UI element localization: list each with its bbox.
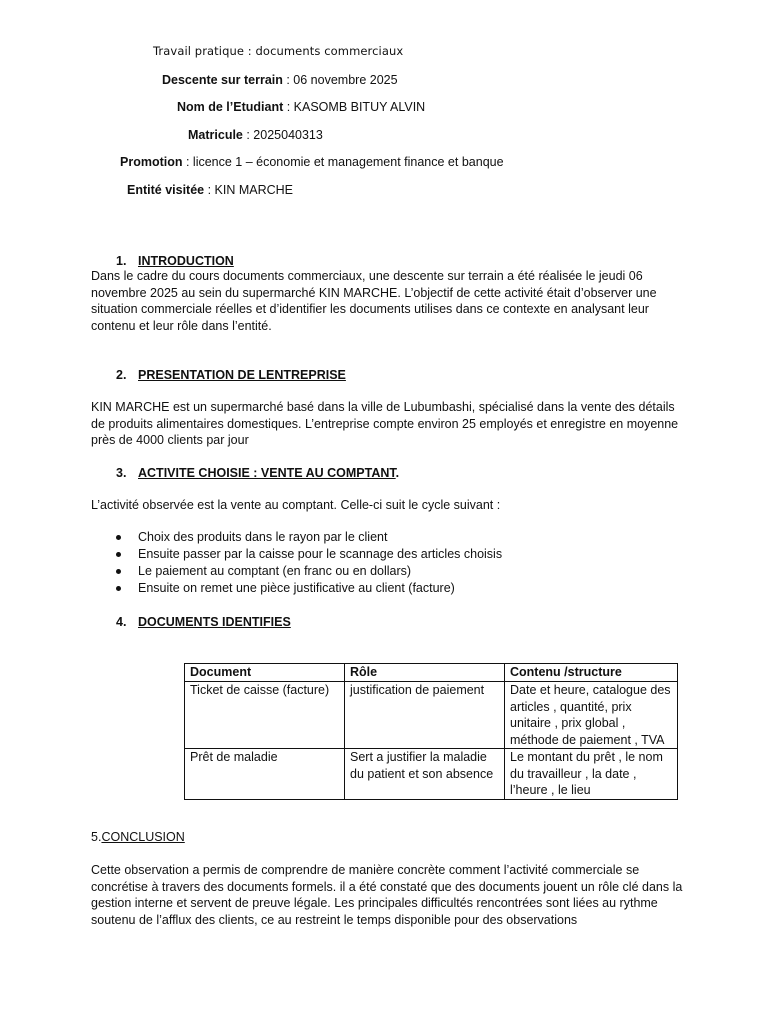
table-cell: Le montant du prêt , le nom du travailleur , la date , l’heure , le lieu xyxy=(505,749,678,800)
activite-paragraph: L’activité observée est la vente au comptant. Celle-ci suit le cycle suivant : xyxy=(91,498,501,512)
section-documents-heading xyxy=(116,614,291,631)
section-title: CONCLUSION xyxy=(101,830,185,844)
table-cell: justification de paiement xyxy=(345,682,505,749)
entity-value: : KIN MARCHE xyxy=(204,183,294,197)
section-title: INTRODUCTION xyxy=(138,254,234,268)
matricule-value: : 2025040313 xyxy=(242,128,323,142)
section-title: ACTIVITE CHOISIE : VENTE AU COMPTANT xyxy=(138,466,396,480)
bullet-icon xyxy=(116,535,121,540)
presentation-paragraph: KIN MARCHE est un supermarché basé dans la ville de Lubumbashi, spécialisé dans la vente des détails de produits alimentaires domestiques. L’entreprise compte environ 25 employés et enregistre en moyenne près de 4000 clients par jour xyxy=(91,400,679,447)
student-name-line xyxy=(177,99,425,116)
student-name-value: : KASOMB BITUY ALVIN xyxy=(283,100,426,114)
table-cell: Ticket de caisse (facture) xyxy=(185,682,345,749)
list-item xyxy=(116,580,502,597)
section-title: PRESENTATION DE LENTREPRISE xyxy=(138,368,346,382)
section-presentation-heading xyxy=(116,367,346,384)
document-title: Travail pratique : documents commerciaux xyxy=(153,44,404,58)
section-activite-heading xyxy=(116,465,399,482)
matricule-label: Matricule xyxy=(188,128,243,142)
list-item-text: Choix des produits dans le rayon par le client xyxy=(138,530,388,544)
section-number: 3. xyxy=(116,466,127,480)
bullet-icon xyxy=(116,552,121,557)
list-item xyxy=(116,563,502,580)
table-header-row xyxy=(185,664,678,682)
descente-label: Descente sur terrain xyxy=(162,73,283,87)
section-title: DOCUMENTS IDENTIFIES xyxy=(138,615,291,629)
table-row xyxy=(185,682,678,749)
documents-table xyxy=(184,663,678,800)
list-item xyxy=(116,529,502,546)
student-name-label: Nom de l’Etudiant xyxy=(177,100,284,114)
column-header: Document xyxy=(185,664,345,682)
promotion-label: Promotion xyxy=(120,155,183,169)
entity-label: Entité visitée xyxy=(127,183,205,197)
table-cell: Date et heure, catalogue des articles , quantité, prix unitaire , prix global , méthode de paiement , TVA xyxy=(505,682,678,749)
section-title-suffix: . xyxy=(395,466,400,480)
section-number: 1. xyxy=(116,254,127,268)
list-item-text: Le paiement au comptant (en franc ou en dollars) xyxy=(138,564,412,578)
conclusion-paragraph: Cette observation a permis de comprendre de manière concrète comment l’activité commerciale se concrétise à travers des documents formels. il a été constaté que des documents jouent un rôle clé dans la gestion interne et servent de preuve légale. Les principales difficultés rencontrées sont liées au rythme soutenu de l’afflux des clients, ce au restreint le temps disponible pour des observations xyxy=(91,863,683,927)
entity-line xyxy=(127,182,293,199)
promotion-line xyxy=(120,154,504,171)
bullet-icon xyxy=(116,569,121,574)
bullet-icon xyxy=(116,586,121,591)
section-number: 5. xyxy=(91,830,102,844)
column-header: Rôle xyxy=(345,664,505,682)
descente-value: : 06 novembre 2025 xyxy=(282,73,398,87)
table-cell: Prêt de maladie xyxy=(185,749,345,800)
list-item-text: Ensuite on remet une pièce justificative au client (facture) xyxy=(138,581,455,595)
list-item-text: Ensuite passer par la caisse pour le scannage des articles choisis xyxy=(138,547,503,561)
promotion-value: : licence 1 – économie et management finance et banque xyxy=(182,155,504,169)
section-conclusion-heading xyxy=(91,829,185,846)
column-header: Contenu /structure xyxy=(505,664,678,682)
list-item xyxy=(116,546,502,563)
matricule-line xyxy=(188,127,323,144)
table-cell: Sert a justifier la maladie du patient et son absence xyxy=(345,749,505,800)
section-number: 4. xyxy=(116,615,127,629)
table-row xyxy=(185,749,678,800)
introduction-paragraph: Dans le cadre du cours documents commerciaux, une descente sur terrain a été réalisée le jeudi 06 novembre 2025 au sein du supermarché KIN MARCHE. L’objectif de cette activité était d’observer une situation commerciale réelles et d’identifier les documents utilises dans ce contexte en analysant leur contenu et leur rôle dans l’entité. xyxy=(91,269,657,333)
activity-cycle-list xyxy=(116,529,502,597)
descente-line xyxy=(162,72,398,89)
section-number: 2. xyxy=(116,368,127,382)
